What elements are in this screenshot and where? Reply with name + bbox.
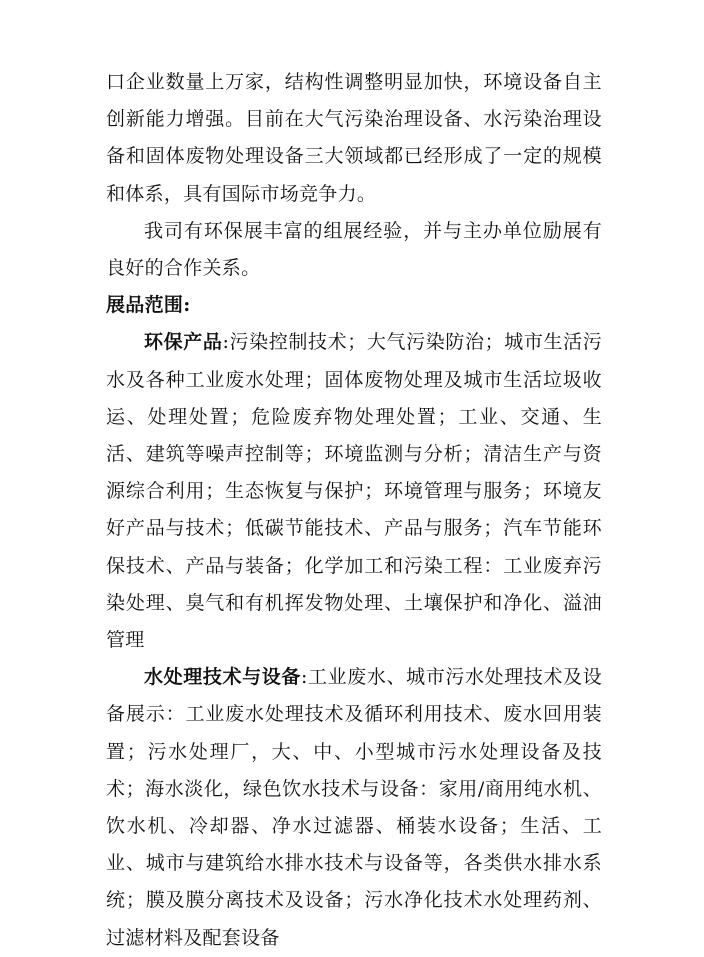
env-products-paragraph (106, 324, 602, 659)
env-products-label: 环保产品 (144, 331, 223, 354)
intro-paragraph: 口企业数量上万家，结构性调整明显加快，环境设备自主创新能力增强。目前在大气污染治理设备、水污染治理设备和固体废物处理设备三大领域都已经形成了一定的规模和体系，具有国际市场竞争力。 (106, 71, 602, 205)
exhibit-scope-heading: 展品范围: (106, 294, 191, 317)
company-paragraph: 我司有环保展丰富的组展经验，并与主办单位励展有良好的合作关系。 (106, 219, 602, 280)
water-tech-label: 水处理技术与设备 (144, 666, 301, 689)
env-products-text: :污染控制技术；大气污染防治；城市生活污水及各种工业废水处理；固体废物处理及城市生活垃圾收运、处理处置；危险废弃物处理处置；工业、交通、生活、建筑等噪声控制等；环境监测与分析；清洁生产与资源综合利用；生态恢复与保护；环境管理与服务；环境友好产品与技术；低碳节能技术、产品与服务；汽车节能环保技术、产品与装备；化学加工和污染工程：工业废弃污染处理、臭气和有机挥发物处理、土壤保护和净化、溢油管理 (106, 331, 603, 652)
water-tech-text: :工业废水、城市污水处理技术及设备展示：工业废水处理技术及循环利用技术、废水回用装置；污水处理厂，大、中、小型城市污水处理设备及技术；海水淡化，绿色饮水技术与设备：家用/商用纯水机、饮水机、冷却器、净水过滤器、桶装水设备；生活、工业、城市与建筑给水排水技术与设备等，各类供水排水系统；膜及膜分离技术及设备；污水净化技术水处理药剂、过滤材料及配套设备 (106, 666, 603, 949)
document-page (106, 64, 602, 957)
water-tech-paragraph (106, 659, 602, 957)
